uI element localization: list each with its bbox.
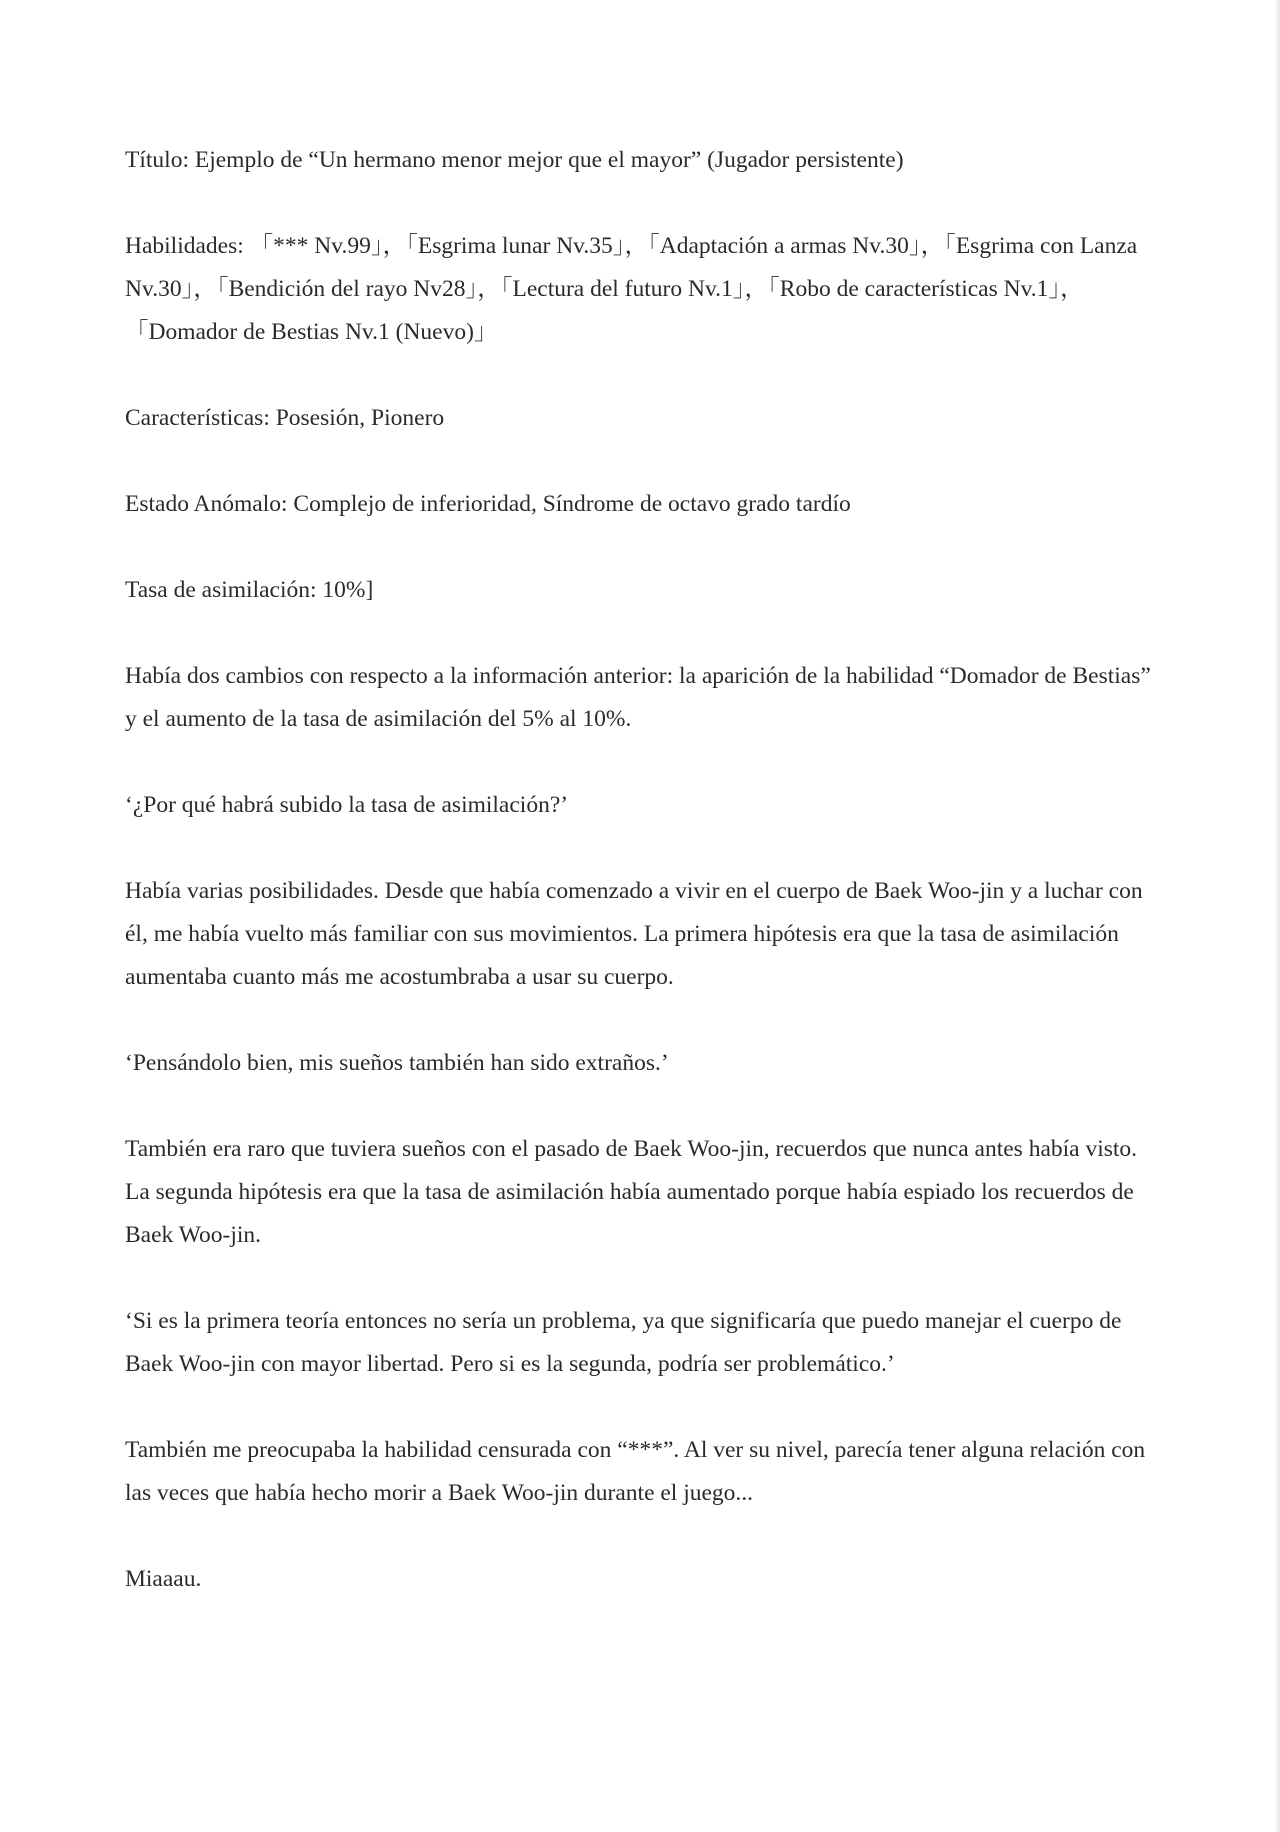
assimilation-line: Tasa de asimilación: 10%] xyxy=(125,577,374,603)
paragraph: ‘¿Por qué habrá subido la tasa de asimilación?’ xyxy=(125,792,569,818)
title-line: Título: Ejemplo de “Un hermano menor mejor que el mayor” (Jugador persistente) xyxy=(125,147,904,173)
paragraph: ‘Pensándolo bien, mis sueños también han sido extraños.’ xyxy=(125,1050,669,1076)
skills-line: Habilidades: 「*** Nv.99」，「Esgrima lunar Nv.35」，「Adaptación a armas Nv.30」，「Esgrima con Lanza Nv.30」，「Bendición del rayo Nv28」，「Lectura del futuro Nv.1」，「Robo de características Nv.1」，「Domador de Bestias Nv.1 (Nuevo)」 xyxy=(125,233,1138,345)
paragraph: También era raro que tuviera sueños con el pasado de Baek Woo-jin, recuerdos que nunca antes había visto. La segunda hipótesis era que la tasa de asimilación había aumentado porque había espiado los recuerdos de Baek Woo-jin. xyxy=(125,1136,1138,1248)
paragraph: Había varias posibilidades. Desde que había comenzado a vivir en el cuerpo de Baek Woo-jin y a luchar con él, me había vuelto más familiar con sus movimientos. La primera hipótesis era que la tasa de asimilación aumentaba cuanto más me acostumbraba a usar su cuerpo. xyxy=(125,878,1143,990)
paragraph: También me preocupaba la habilidad censurada con “***”. Al ver su nivel, parecía tener alguna relación con las veces que había hecho morir a Baek Woo-jin durante el juego... xyxy=(125,1437,1146,1506)
paragraph: ‘Si es la primera teoría entonces no sería un problema, ya que significaría que puedo manejar el cuerpo de Baek Woo-jin con mayor libertad. Pero si es la segunda, podría ser problemático.’ xyxy=(125,1308,1122,1377)
traits-line: Características: Posesión, Pionero xyxy=(125,405,445,431)
document-body xyxy=(125,139,1157,1644)
page-edge xyxy=(1274,0,1280,1832)
status-line: Estado Anómalo: Complejo de inferioridad, Síndrome de octavo grado tardío xyxy=(125,491,851,517)
paragraph: Miaaau. xyxy=(125,1566,202,1592)
paragraph: Había dos cambios con respecto a la información anterior: la aparición de la habilidad “Domador de Bestias” y el aumento de la tasa de asimilación del 5% al 10%. xyxy=(125,663,1151,732)
